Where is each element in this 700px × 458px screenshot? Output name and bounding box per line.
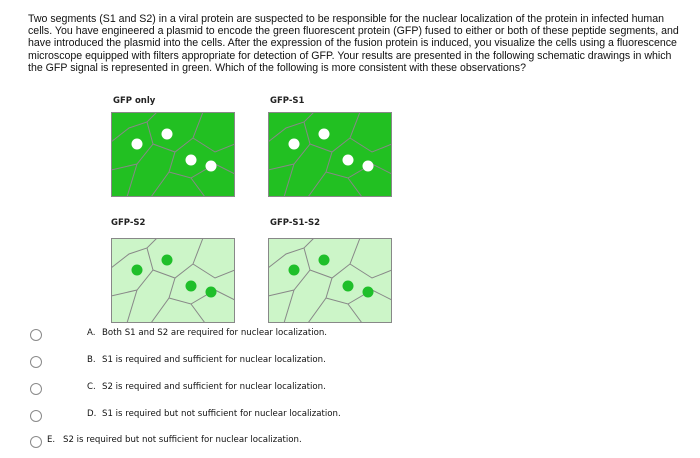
cytoplasm-fill — [112, 239, 235, 323]
option-letter: C. — [87, 382, 96, 392]
option-a[interactable] — [0, 325, 700, 345]
question-text: Two segments (S1 and S2) in a viral protein are suspected to be responsible for the nuclear localization of the protein in infected human cells. You have engineered a plasmid to encode the green fluorescent protein (GFP) fused to either or both of these peptide segments, and have introduced the plasmid into the cells. After the expression of the fusion protein is induced, you visualize the cells using a fluorescence microscope equipped with filters appropriate for detection of GFP. Your results are presented in the following schematic drawings in which the GFP signal is represented in green. Which of the following is more consistent with these observations? — [28, 13, 679, 74]
option-b[interactable] — [0, 352, 700, 372]
nucleus — [186, 281, 197, 292]
cell-panel-gfp-only — [111, 112, 235, 197]
nucleus — [363, 287, 374, 298]
cytoplasm-fill — [269, 239, 392, 323]
nucleus — [162, 255, 173, 266]
cell-panel-gfp-s1 — [268, 112, 392, 197]
option-letter: B. — [87, 355, 96, 365]
radio-button[interactable] — [30, 383, 42, 395]
nucleus — [319, 255, 330, 266]
radio-button[interactable] — [30, 356, 42, 368]
cell-field-svg — [111, 112, 235, 197]
panel-label-gfp-s1: GFP-S1 — [270, 96, 305, 106]
nucleus — [186, 155, 197, 166]
nucleus — [343, 281, 354, 292]
cell-field-svg — [111, 238, 235, 323]
nucleus — [319, 129, 330, 140]
nucleus — [132, 139, 143, 150]
option-label: S1 is required but not sufficient for nuclear localization. — [102, 409, 341, 419]
nucleus — [132, 265, 143, 276]
option-letter: D. — [87, 409, 97, 419]
radio-button[interactable] — [30, 436, 42, 448]
option-label: S2 is required and sufficient for nuclear localization. — [102, 382, 326, 392]
option-letter: E. — [47, 435, 56, 445]
cell-field-svg — [268, 112, 392, 197]
nucleus — [343, 155, 354, 166]
option-d[interactable] — [0, 406, 700, 426]
cell-field-svg — [268, 238, 392, 323]
option-label: S1 is required and sufficient for nuclear localization. — [102, 355, 326, 365]
option-label: Both S1 and S2 are required for nuclear localization. — [102, 328, 328, 338]
panel-label-gfp-only: GFP only — [113, 96, 156, 106]
nucleus — [289, 265, 300, 276]
cell-panel-gfp-s1-s2 — [268, 238, 392, 323]
nucleus — [363, 161, 374, 172]
nucleus — [162, 129, 173, 140]
panel-label-gfp-s2: GFP-S2 — [111, 218, 146, 228]
cytoplasm-fill — [269, 113, 392, 197]
option-c[interactable] — [0, 379, 700, 399]
nucleus — [206, 161, 217, 172]
radio-button[interactable] — [30, 410, 42, 422]
panel-label-gfp-s1-s2: GFP-S1-S2 — [270, 218, 320, 228]
option-letter: A. — [87, 328, 96, 338]
cytoplasm-fill — [112, 113, 235, 197]
option-label: S2 is required but not sufficient for nuclear localization. — [63, 435, 302, 445]
nucleus — [289, 139, 300, 150]
cell-panel-gfp-s2 — [111, 238, 235, 323]
option-e[interactable] — [0, 432, 700, 452]
radio-button[interactable] — [30, 329, 42, 341]
nucleus — [206, 287, 217, 298]
